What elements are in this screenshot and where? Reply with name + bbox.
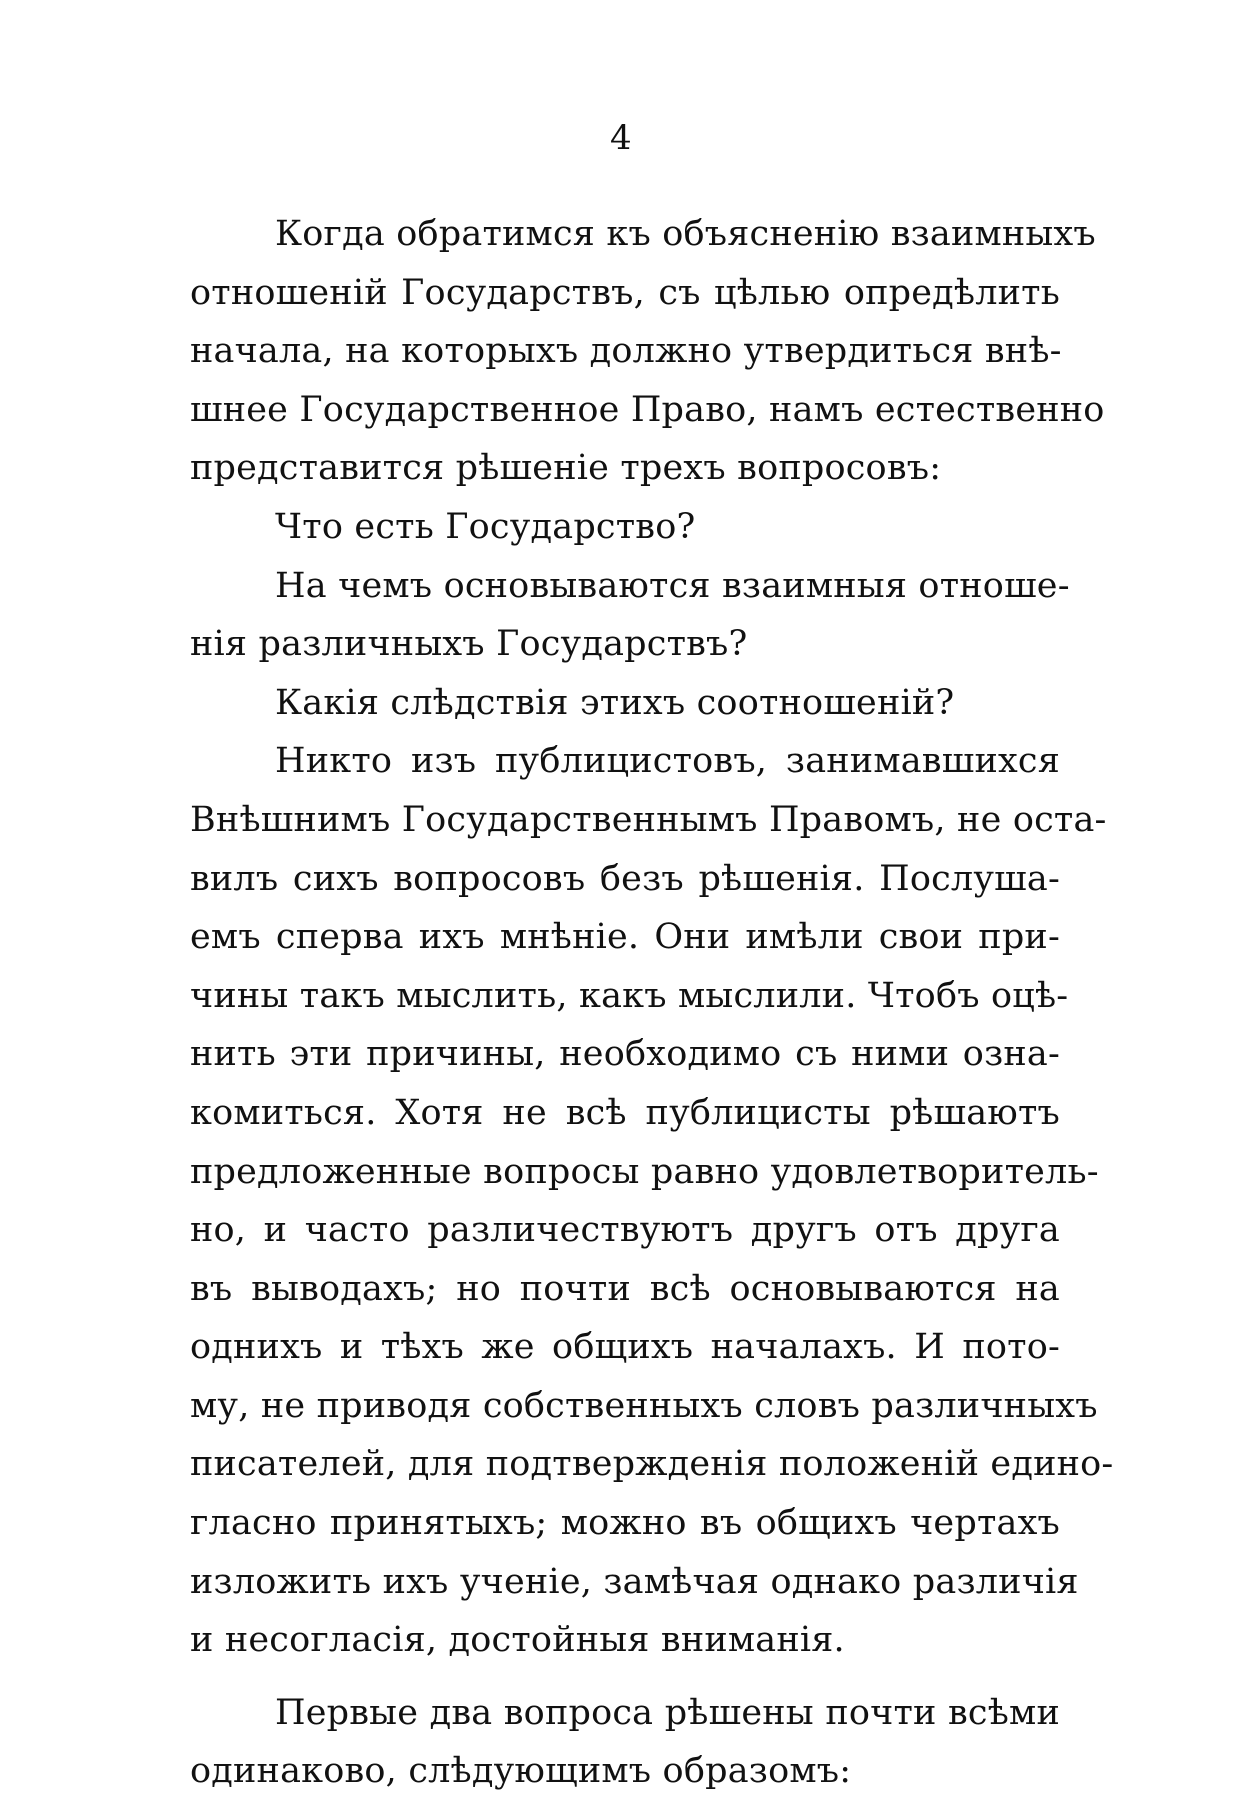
text-line: емъ сперва ихъ мнѣніе. Они имѣли свои при- [190, 917, 1060, 958]
question-line: На чемъ основываются взаимныя отноше- [275, 565, 1070, 606]
text-line: одинаково, слѣдующимъ образомъ: [190, 1751, 852, 1792]
text-line: нить эти причины, необходимо съ ними озна- [190, 1034, 1060, 1075]
body-text [190, 205, 1114, 1801]
question-line: Что есть Государство? [275, 506, 696, 547]
text-line: и несогласія, достойныя вниманія. [190, 1620, 845, 1661]
text-line: Внѣшнимъ Государственнымъ Правомъ, не оста- [190, 799, 1107, 840]
text-line: шнее Государственное Право, намъ естественно [190, 389, 1105, 430]
text-line: Когда обратимся къ объясненію взаимныхъ [275, 214, 1096, 254]
text-line: въ выводахъ; но почти всѣ основываются на [190, 1268, 1060, 1309]
text-line: начала, на которыхъ должно утвердиться внѣ- [190, 331, 1062, 372]
text-line: Никто изъ публицистовъ, занимавшихся [275, 741, 1060, 782]
text-line: вилъ сихъ вопросовъ безъ рѣшенія. Послуша- [190, 858, 1060, 899]
text-line: Первые два вопроса рѣшены почти всѣми [275, 1692, 1060, 1733]
page-number: 4 [610, 118, 632, 158]
text-line: представится рѣшеніе трехъ вопросовъ: [190, 448, 942, 489]
text-line: изложить ихъ ученіе, замѣчая однако различія [190, 1561, 1079, 1602]
text-line: гласно принятыхъ; можно въ общихъ чертахъ [190, 1503, 1060, 1544]
question-line: Какія слѣдствія этихъ соотношеній? [275, 682, 955, 723]
question-line: нія различныхъ Государствъ? [190, 624, 748, 665]
text-line: предложенные вопросы равно удовлетворитель- [190, 1151, 1099, 1192]
text-line: отношеній Государствъ, съ цѣлью опредѣлить [190, 272, 1060, 313]
text-line: но, и часто различествуютъ другъ отъ друга [190, 1210, 1060, 1251]
text-line: однихъ и тѣхъ же общихъ началахъ. И пото- [190, 1327, 1060, 1368]
text-line: му, не приводя собственныхъ словъ различныхъ [190, 1385, 1098, 1426]
text-line: писателей, для подтвержденія положеній едино- [190, 1444, 1114, 1485]
text-line: комиться. Хотя не всѣ публицисты рѣшаютъ [190, 1092, 1060, 1133]
text-line: чины такъ мыслить, какъ мыслили. Чтобъ оцѣ- [190, 975, 1069, 1016]
